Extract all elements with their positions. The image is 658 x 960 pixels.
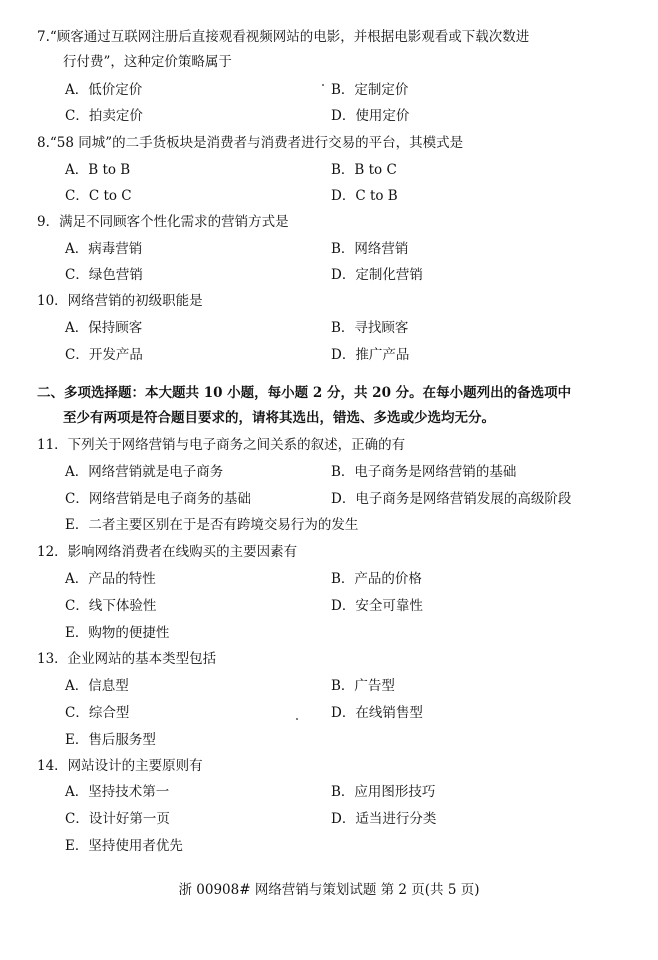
question-7-stem-line2: 行付费”，这种定价策略属于 (63, 54, 232, 70)
question-14-option-d: D．适当进行分类 (331, 811, 437, 827)
question-9-option-d: D．定制化营销 (331, 267, 423, 283)
question-7-stem-line1: 7.“顾客通过互联网注册后直接观看视频网站的电影，并根据电影观看或下载次数进 (37, 29, 530, 45)
question-14-option-e: E．坚持使用者优先 (65, 838, 183, 854)
question-10-option-d: D．推广产品 (331, 347, 410, 363)
question-7-option-d: D．使用定价 (331, 108, 410, 124)
question-10-option-c: C．开发产品 (65, 347, 143, 363)
question-12-stem: 12．影响网络消费者在线购买的主要因素有 (37, 544, 298, 560)
question-12-option-d: D．安全可靠性 (331, 598, 423, 614)
question-11-option-e: E．二者主要区别在于是否有跨境交易行为的发生 (65, 517, 359, 533)
scan-speck (296, 718, 298, 720)
question-9-option-b: B．网络营销 (331, 241, 409, 257)
question-7-option-a: A．低价定价 (65, 82, 143, 98)
question-14-option-c: C．设计好第一页 (65, 811, 170, 827)
question-14-stem: 14．网站设计的主要原则有 (37, 758, 203, 774)
question-7-option-c: C．拍卖定价 (65, 108, 143, 124)
question-10-option-a: A．保持顾客 (65, 320, 143, 336)
question-14-option-a: A．坚持技术第一 (65, 784, 170, 800)
question-12-option-b: B．产品的价格 (331, 571, 422, 587)
question-12-option-c: C．线下体验性 (65, 598, 157, 614)
question-9-option-c: C．绿色营销 (65, 267, 143, 283)
question-8-option-a: A．B to B (65, 162, 131, 178)
scan-speck (322, 84, 324, 86)
question-12-option-a: A．产品的特性 (65, 571, 156, 587)
question-8-stem: 8.“58 同城”的二手货板块是消费者与消费者进行交易的平台，其模式是 (37, 135, 464, 151)
question-11-stem: 11．下列关于网络营销与电子商务之间关系的叙述，正确的有 (37, 437, 406, 453)
question-13-option-a: A．信息型 (65, 678, 129, 694)
question-11-option-d: D．电子商务是网络营销发展的高级阶段 (331, 491, 572, 507)
question-11-option-b: B．电子商务是网络营销的基础 (331, 464, 517, 480)
question-13-option-d: D．在线销售型 (331, 705, 423, 721)
question-11-option-a: A．网络营销就是电子商务 (65, 464, 224, 480)
question-13-option-b: B．广告型 (331, 678, 395, 694)
section-2-heading-line1: 二、多项选择题：本大题共 10 小题，每小题 2 分，共 20 分。在每小题列出的备选项中 (37, 385, 572, 401)
question-13-option-e: E．售后服务型 (65, 732, 156, 748)
section-2-heading-line2: 至少有两项是符合题目要求的，请将其选出，错选、多选或少选均无分。 (63, 410, 495, 426)
question-9-stem: 9．满足不同顾客个性化需求的营销方式是 (37, 214, 289, 230)
question-13-stem: 13．企业网站的基本类型包括 (37, 651, 217, 667)
question-8-option-d: D．C to B (331, 188, 398, 204)
question-11-option-c: C．网络营销是电子商务的基础 (65, 491, 251, 507)
question-14-option-b: B．应用图形技巧 (331, 784, 436, 800)
question-10-stem: 10．网络营销的初级职能是 (37, 293, 203, 309)
question-13-option-c: C．综合型 (65, 705, 130, 721)
question-10-option-b: B．寻找顾客 (331, 320, 409, 336)
question-9-option-a: A．病毒营销 (65, 241, 143, 257)
question-12-option-e: E．购物的便捷性 (65, 625, 170, 641)
question-7-option-b: B．定制定价 (331, 82, 409, 98)
page-footer: 浙 00908# 网络营销与策划试题 第 2 页(共 5 页) (178, 882, 480, 898)
question-8-option-b: B．B to C (331, 162, 397, 178)
question-8-option-c: C．C to C (65, 188, 132, 204)
